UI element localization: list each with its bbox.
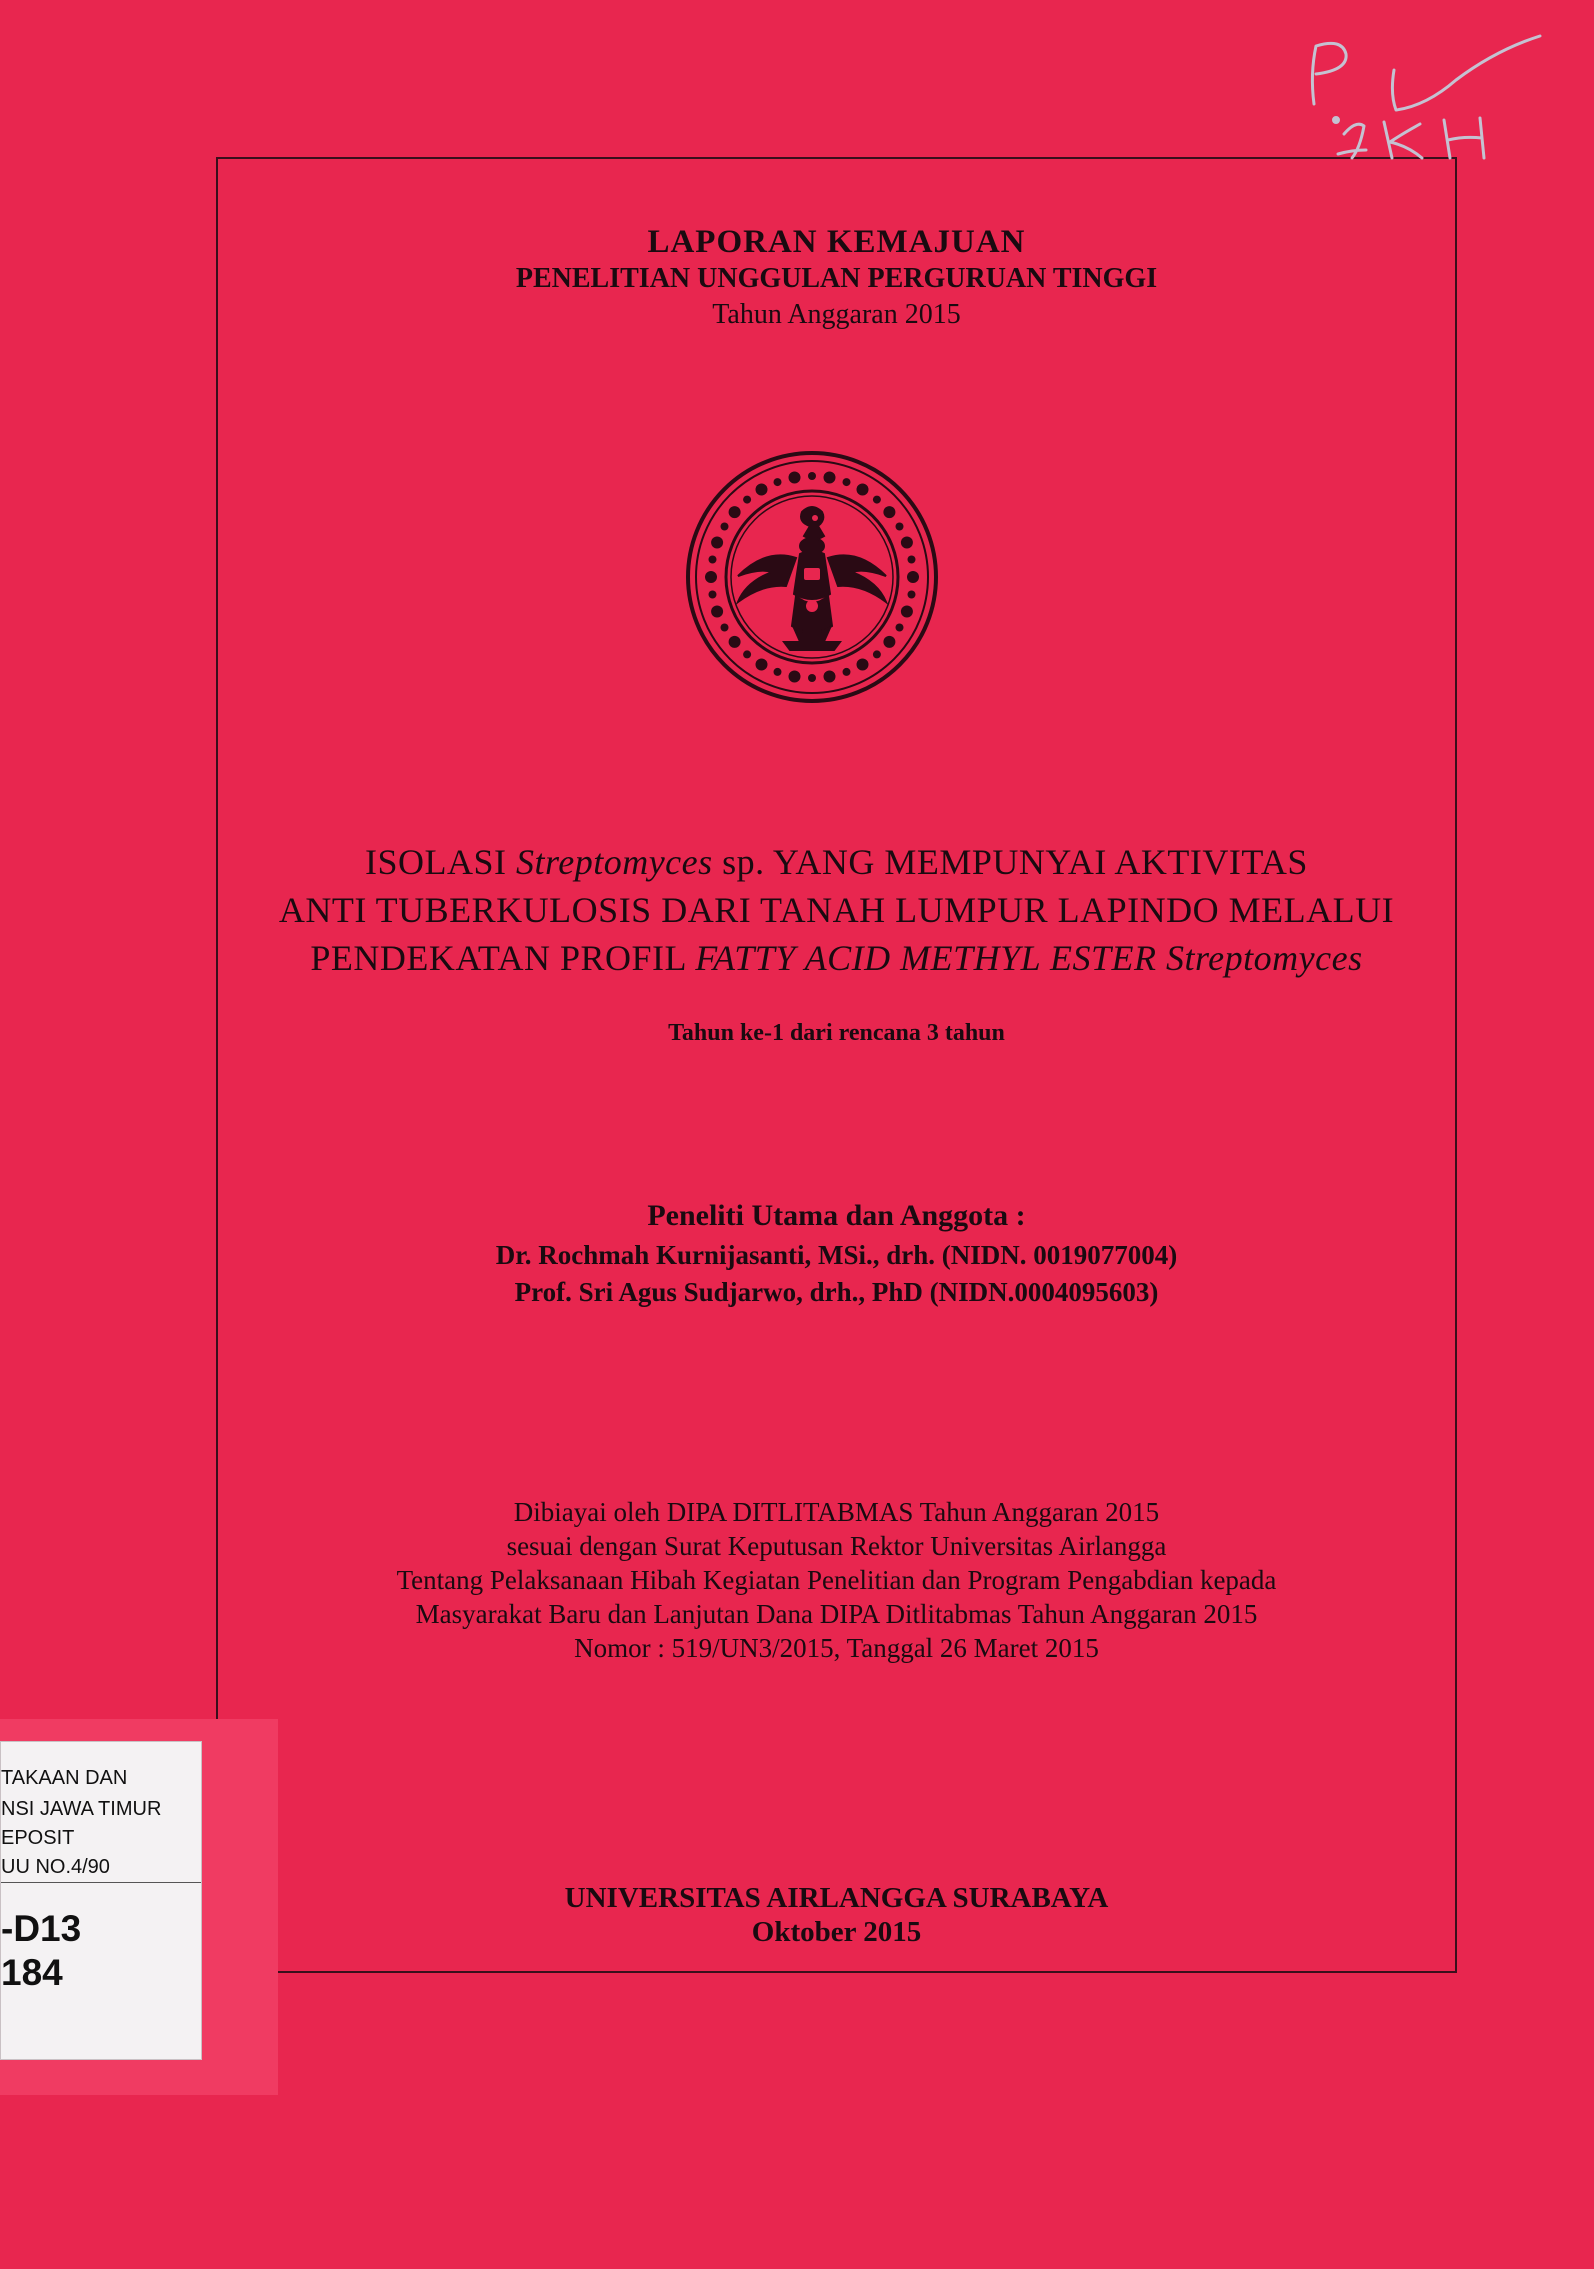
seal-ornament	[843, 668, 851, 676]
seal-ornament	[729, 636, 741, 648]
seal-ornament	[857, 484, 869, 496]
seal-ornament	[789, 472, 801, 484]
program-name: PENELITIAN UNGGULAN PERGURUAN TINGGI	[515, 263, 1158, 294]
seal-ornament	[774, 668, 782, 676]
seal-ornament	[824, 472, 836, 484]
publication-date: Oktober 2015	[751, 1916, 922, 1948]
sticker-line: EPOSIT	[1, 1827, 75, 1849]
seal-ornament	[908, 591, 916, 599]
seal-ornament	[711, 606, 723, 618]
seal-ornament	[901, 537, 913, 549]
team-heading: Peneliti Utama dan Anggota :	[647, 1199, 1026, 1232]
seal-ornament	[721, 624, 729, 632]
title-line-2: ANTI TUBERKULOSIS DARI TANAH LUMPUR LAPINDO MELALUI	[278, 890, 1395, 930]
seal-ornament	[705, 571, 717, 583]
sticker-line: NSI JAWA TIMUR	[1, 1798, 162, 1820]
institution-name: UNIVERSITAS AIRLANGGA SURABAYA	[564, 1882, 1109, 1914]
seal-ornament	[709, 556, 717, 564]
sticker-line: TAKAAN DAN	[1, 1767, 128, 1789]
cover-border-frame	[216, 157, 1457, 1973]
fiscal-year: Tahun Anggaran 2015	[712, 299, 961, 330]
title-line-3: PENDEKATAN PROFIL FATTY ACID METHYL ESTER Streptomyces	[310, 938, 1363, 978]
seal-ornament	[774, 478, 782, 486]
seal-ornament	[824, 671, 836, 683]
seal-ornament	[907, 571, 919, 583]
seal-ornament	[901, 606, 913, 618]
seal-ornament	[743, 496, 751, 504]
seal-ornament	[756, 484, 768, 496]
seal-ornament	[789, 671, 801, 683]
call-number: 184	[1, 1952, 63, 1993]
seal-ornament	[721, 523, 729, 531]
university-seal-garuda-icon	[684, 446, 940, 708]
seal-ornament	[896, 624, 904, 632]
plan-year: Tahun ke-1 dari rencana 3 tahun	[668, 1020, 1005, 1046]
sticker-divider	[1, 1882, 201, 1883]
funding-line: Dibiayai oleh DIPA DITLITABMAS Tahun Anggaran 2015	[513, 1497, 1160, 1527]
handwritten-note-icon	[1296, 16, 1556, 166]
seal-ornament	[873, 650, 881, 658]
seal-ornament	[908, 556, 916, 564]
report-type-heading	[216, 222, 1457, 262]
seal-ornament	[729, 506, 741, 518]
program-heading	[216, 262, 1457, 296]
seal-ornament	[808, 674, 816, 682]
report-title: LAPORAN KEMAJUAN	[647, 224, 1026, 260]
seal-ornament	[857, 659, 869, 671]
funding-statement	[216, 1495, 1457, 1665]
seal-ornament	[896, 523, 904, 531]
seal-ornament	[883, 506, 895, 518]
sticker-line: UU NO.4/90	[1, 1856, 110, 1878]
seal-ornament	[883, 636, 895, 648]
seal-ornament	[711, 537, 723, 549]
seal-ornament	[756, 659, 768, 671]
seal-ornament	[709, 591, 717, 599]
funding-line: Nomor : 519/UN3/2015, Tanggal 26 Maret 2015	[574, 1633, 1099, 1663]
title-line-1: ISOLASI Streptomyces sp. YANG MEMPUNYAI AKTIVITAS	[365, 842, 1308, 882]
fiscal-year-heading	[216, 298, 1457, 332]
seal-ornament	[843, 478, 851, 486]
library-deposit-sticker	[0, 1741, 202, 2060]
funding-line: sesuai dengan Surat Keputusan Rektor Universitas Airlangga	[506, 1531, 1167, 1561]
funding-line: Masyarakat Baru dan Lanjutan Dana DIPA Ditlitabmas Tahun Anggaran 2015	[415, 1599, 1258, 1629]
call-number: -D13	[1, 1908, 82, 1949]
team-members	[216, 1237, 1457, 1311]
team-member: Dr. Rochmah Kurnijasanti, MSi., drh. (NIDN. 0019077004)	[495, 1240, 1178, 1270]
seal-ornament	[808, 472, 816, 480]
team-member: Prof. Sri Agus Sudjarwo, drh., PhD (NIDN.0004095603)	[514, 1277, 1159, 1307]
seal-ornament	[743, 650, 751, 658]
funding-line: Tentang Pelaksanaan Hibah Kegiatan Penelitian dan Program Pengabdian kepada	[396, 1565, 1277, 1595]
seal-ornament	[873, 496, 881, 504]
research-title	[216, 838, 1457, 982]
